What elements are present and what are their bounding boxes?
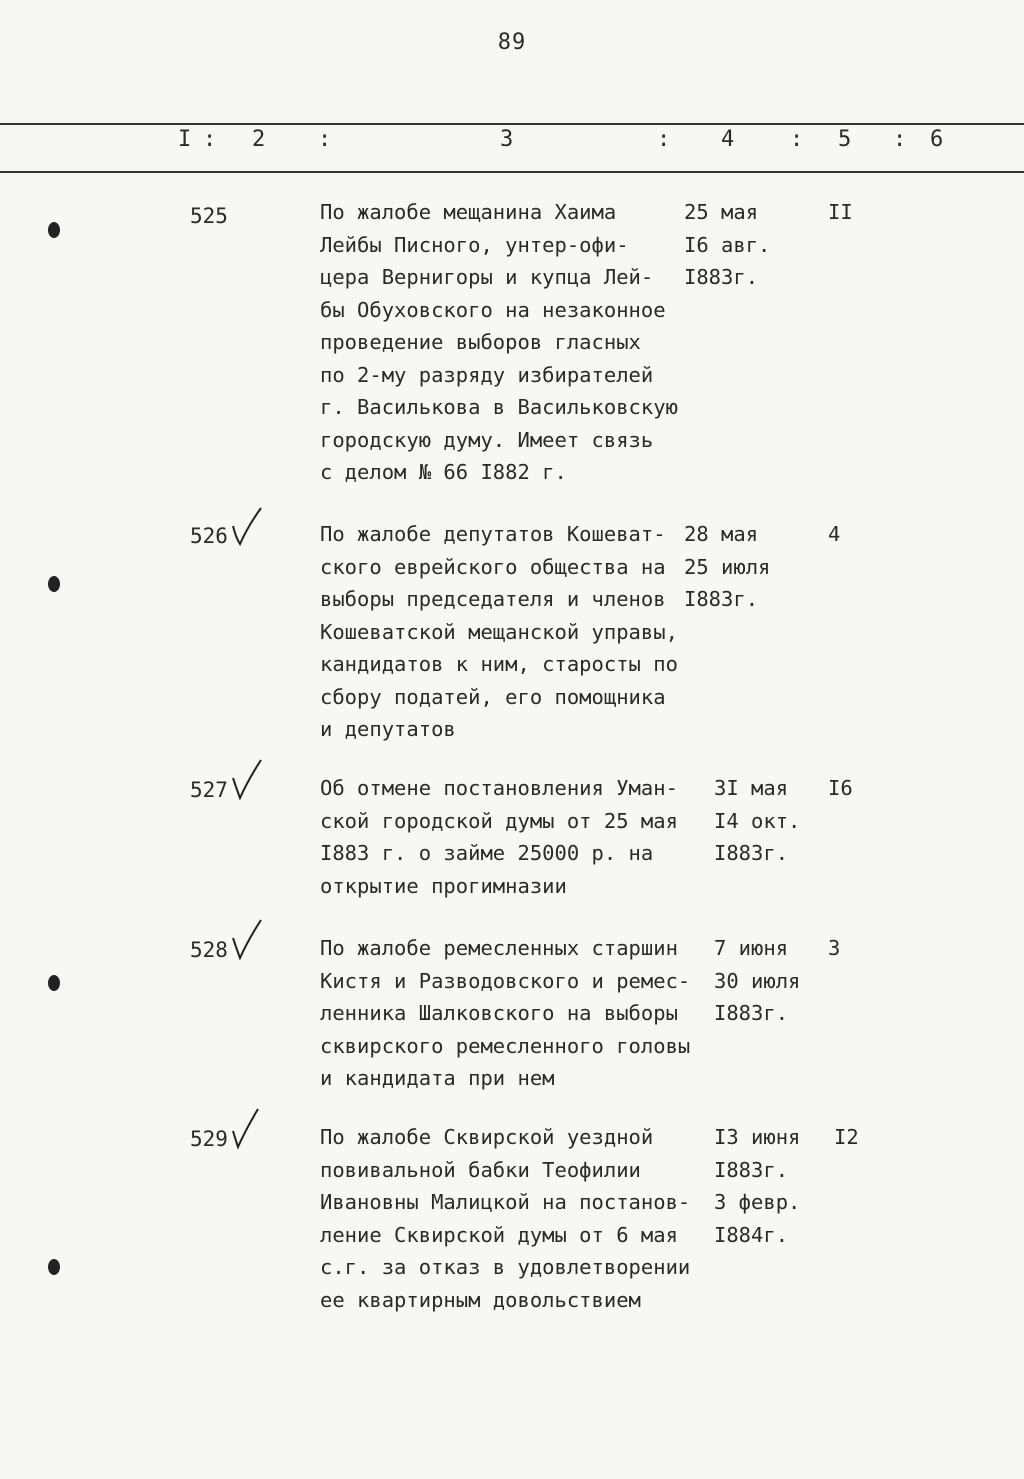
date-line: 25 мая (684, 200, 759, 224)
column-separator: : (657, 127, 671, 152)
description-line: с.г. за отказ в удовлетворении (320, 1255, 691, 1279)
binder-hole (48, 1259, 60, 1275)
date-line: I884г. (714, 1222, 789, 1247)
binder-hole (48, 975, 60, 991)
date-line: I6 авг. (684, 232, 771, 257)
column-header-3: 3 (500, 127, 514, 152)
entry-number-text: 525 (190, 204, 228, 228)
description-line: ление Сквирской думы от 6 мая (320, 1222, 678, 1247)
entry-number (190, 204, 228, 228)
entry-dates (714, 772, 800, 870)
description-line: По жалобе Сквирской уездной (320, 1125, 654, 1149)
date-line: I4 окт. (714, 808, 801, 833)
date-line: 28 мая (684, 522, 759, 546)
description-line: Ивановны Малицкой на постанов- (320, 1190, 691, 1214)
entry-description (320, 518, 710, 746)
entry-dates (714, 1121, 800, 1251)
entry-sheet-count: II (828, 200, 853, 224)
description-line: По жалобе ремесленных старшин (320, 936, 678, 960)
entry-number (190, 936, 264, 962)
description-line: с делом № 66 I882 г. (320, 460, 567, 484)
description-line: бы Обуховского на незаконное (320, 297, 666, 322)
description-line: Лейбы Писного, унтер-офи- (320, 232, 629, 257)
date-line: 25 июля (684, 554, 771, 579)
description-line: цера Вернигоры и купца Лей- (320, 265, 654, 289)
entry-sheet-count: I6 (828, 776, 853, 800)
date-line: I883г. (684, 265, 759, 289)
checkmark-icon (230, 504, 264, 548)
entry-number-text: 527 (190, 778, 228, 802)
entry-number (190, 522, 264, 548)
description-line: сквирского ремесленного головы (320, 1033, 691, 1058)
description-line: повивальной бабки Теофилии (320, 1157, 641, 1182)
header-bottom-rule (0, 171, 1024, 173)
date-line: 7 июня (714, 936, 789, 960)
description-line: и депутатов (320, 717, 456, 741)
entry-number-text: 529 (190, 1127, 228, 1151)
description-line: и кандидата при нем (320, 1066, 555, 1090)
description-line: г. Василькова в Васильковскую (320, 395, 678, 419)
description-line: проведение выборов гласных (320, 330, 641, 354)
date-line: 3 февр. (714, 1190, 801, 1214)
description-line: Об отмене постановления Уман- (320, 776, 678, 800)
entry-description (320, 196, 710, 489)
column-separator: : (893, 127, 907, 152)
description-line: Кистя и Разводовского и ремес- (320, 968, 691, 993)
entry-sheet-count: 4 (828, 522, 841, 546)
entry-number (190, 1125, 264, 1151)
description-line: ского еврейского общества на (320, 554, 666, 579)
description-line: Кошеватской мещанской управы, (320, 619, 678, 644)
column-separator: : (790, 127, 804, 152)
entry-number-text: 526 (190, 524, 228, 548)
description-line: городскую думу. Имеет связь (320, 427, 654, 452)
column-separator: : (318, 127, 332, 152)
entry-dates (714, 932, 800, 1030)
entry-description (320, 772, 710, 902)
column-header-5: 5 (838, 127, 852, 152)
binder-hole (48, 576, 60, 592)
binder-hole (48, 222, 60, 238)
column-header-1: I (178, 127, 192, 152)
description-line: По жалобе мещанина Хаима (320, 200, 617, 224)
entry-description (320, 1121, 710, 1316)
description-line: открытие прогимназии (320, 873, 567, 898)
date-line: I883г. (714, 1001, 789, 1025)
page-number: 89 (497, 30, 527, 55)
entry-dates (684, 518, 770, 616)
checkmark-icon (230, 758, 264, 802)
date-line: I3 июня (714, 1125, 801, 1149)
description-line: выборы председателя и членов (320, 587, 666, 611)
description-line: По жалобе депутатов Кошеват- (320, 522, 666, 546)
header-top-rule (0, 123, 1024, 125)
date-line: I883г. (714, 841, 789, 865)
description-line: ской городской думы от 25 мая (320, 808, 678, 833)
entry-dates (684, 196, 770, 294)
column-header-2: 2 (252, 127, 266, 152)
description-line: ее квартирным довольствием (320, 1287, 641, 1312)
date-line: I883г. (684, 587, 759, 611)
entry-description (320, 932, 710, 1095)
description-line: ленника Шалковского на выборы (320, 1001, 678, 1025)
entry-number (190, 776, 264, 802)
date-line: 3I мая (714, 776, 789, 800)
description-line: кандидатов к ним, старосты по (320, 652, 678, 676)
entry-number-text: 528 (190, 938, 228, 962)
date-line: I883г. (714, 1157, 789, 1182)
column-header-6: 6 (930, 127, 944, 152)
description-line: по 2-му разряду избирателей (320, 362, 654, 387)
entry-sheet-count: I2 (834, 1125, 859, 1149)
description-line: I883 г. о займе 25000 р. на (320, 841, 654, 865)
checkmark-icon (230, 1107, 264, 1151)
entry-sheet-count: 3 (828, 936, 841, 960)
column-header-4: 4 (721, 127, 735, 152)
column-separator: : (203, 127, 217, 152)
date-line: 30 июля (714, 968, 801, 993)
description-line: сбору податей, его помощника (320, 684, 666, 709)
checkmark-icon (230, 918, 264, 962)
